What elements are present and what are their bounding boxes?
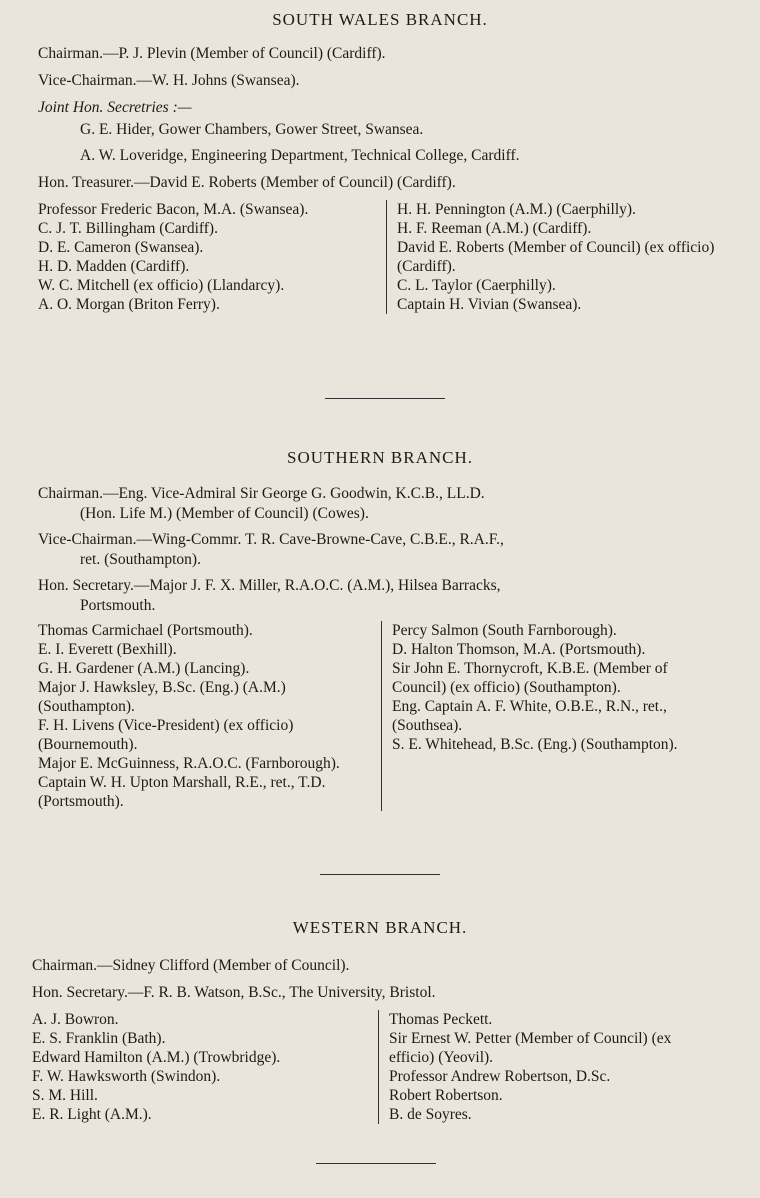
secretary-line-cont: Portsmouth.	[80, 597, 156, 614]
section-divider	[320, 874, 440, 875]
member-entry: E. R. Light (A.M.).	[32, 1106, 152, 1123]
chairman-line-cont: (Hon. Life M.) (Member of Council) (Cowes).	[80, 505, 369, 522]
member-entry: H. D. Madden (Cardiff).	[38, 258, 190, 275]
member-entry: Sir Ernest W. Petter (Member of Council) (ex efficio) (Yeovil).	[389, 1030, 672, 1066]
member-entry: B. de Soyres.	[389, 1106, 472, 1123]
member-entry: F. H. Livens (Vice-President) (ex officio) (Bournemouth).	[38, 717, 294, 753]
member-entry: E. S. Franklin (Bath).	[32, 1030, 166, 1047]
section-divider	[316, 1163, 436, 1164]
member-entry: Major E. McGuinness, R.A.O.C. (Farnborough).	[38, 755, 340, 772]
section-divider	[325, 398, 445, 399]
member-entry: Professor Frederic Bacon, M.A. (Swansea).	[38, 201, 309, 218]
member-entry: S. E. Whitehead, B.Sc. (Eng.) (Southampton).	[392, 736, 678, 753]
member-entry: Professor Andrew Robertson, D.Sc.	[389, 1068, 611, 1085]
member-entry: Captain W. H. Upton Marshall, R.E., ret., T.D. (Portsmouth).	[38, 774, 326, 810]
treasurer-line: Hon. Treasurer.—David E. Roberts (Member of Council) (Cardiff).	[38, 174, 456, 191]
vice-chairman-line-cont: ret. (Southampton).	[80, 551, 201, 568]
vice-chairman-line: Vice-Chairman.—W. H. Johns (Swansea).	[38, 72, 300, 89]
chairman-line: Chairman.—P. J. Plevin (Member of Council) (Cardiff).	[38, 45, 386, 62]
member-entry: Major J. Hawksley, B.Sc. (Eng.) (A.M.) (Southampton).	[38, 679, 286, 715]
member-entry: D. E. Cameron (Swansea).	[38, 239, 204, 256]
member-entry: Edward Hamilton (A.M.) (Trowbridge).	[32, 1049, 281, 1066]
member-entry: C. L. Taylor (Caerphilly).	[397, 277, 556, 294]
joint-secretaries-label: Joint Hon. Secretries :—	[38, 99, 192, 116]
member-entry: F. W. Hawksworth (Swindon).	[32, 1068, 221, 1085]
section-title: WESTERN BRANCH.	[292, 918, 468, 937]
vice-chairman-line: Vice-Chairman.—Wing-Commr. T. R. Cave-Browne-Cave, C.B.E., R.A.F.,	[38, 531, 504, 548]
secretary-line: Hon. Secretary.—F. R. B. Watson, B.Sc., The University, Bristol.	[32, 984, 436, 1001]
section-title: SOUTH WALES BRANCH.	[272, 10, 488, 29]
section-title: SOUTHERN BRANCH.	[286, 448, 474, 467]
member-entry: W. C. Mitchell (ex officio) (Llandarcy).	[38, 277, 285, 294]
member-entry: A. O. Morgan (Briton Ferry).	[38, 296, 220, 313]
member-entry: Eng. Captain A. F. White, O.B.E., R.N., ret., (Southsea).	[392, 698, 667, 734]
member-entry: Thomas Peckett.	[389, 1011, 493, 1028]
member-entry: Captain H. Vivian (Swansea).	[397, 296, 582, 313]
secretary-line: Hon. Secretary.—Major J. F. X. Miller, R.A.O.C. (A.M.), Hilsea Barracks,	[38, 577, 501, 594]
secretary-line: A. W. Loveridge, Engineering Department, Technical College, Cardiff.	[80, 147, 520, 164]
chairman-line: Chairman.—Eng. Vice-Admiral Sir George G. Goodwin, K.C.B., LL.D.	[38, 485, 485, 502]
member-entry: E. I. Everett (Bexhill).	[38, 641, 177, 658]
member-entry: David E. Roberts (Member of Council) (ex officio) (Cardiff).	[397, 239, 715, 275]
member-entry: Robert Robertson.	[389, 1087, 503, 1104]
chairman-line: Chairman.—Sidney Clifford (Member of Council).	[32, 957, 350, 974]
members-columns	[38, 200, 717, 314]
member-entry: Thomas Carmichael (Portsmouth).	[38, 622, 253, 639]
members-columns	[38, 621, 712, 811]
member-entry: D. Halton Thomson, M.A. (Portsmouth).	[392, 641, 646, 658]
member-entry: G. H. Gardener (A.M.) (Lancing).	[38, 660, 250, 677]
member-entry: Percy Salmon (South Farnborough).	[392, 622, 617, 639]
member-entry: Sir John E. Thornycroft, K.B.E. (Member of Council) (ex officio) (Southampton).	[392, 660, 668, 696]
member-entry: C. J. T. Billingham (Cardiff).	[38, 220, 218, 237]
member-entry: H. H. Pennington (A.M.) (Caerphilly).	[397, 201, 636, 218]
member-entry: S. M. Hill.	[32, 1087, 98, 1104]
member-entry: H. F. Reeman (A.M.) (Cardiff).	[397, 220, 592, 237]
secretary-line: G. E. Hider, Gower Chambers, Gower Street, Swansea.	[80, 121, 424, 138]
members-columns	[32, 1010, 719, 1124]
member-entry: A. J. Bowron.	[32, 1011, 119, 1028]
